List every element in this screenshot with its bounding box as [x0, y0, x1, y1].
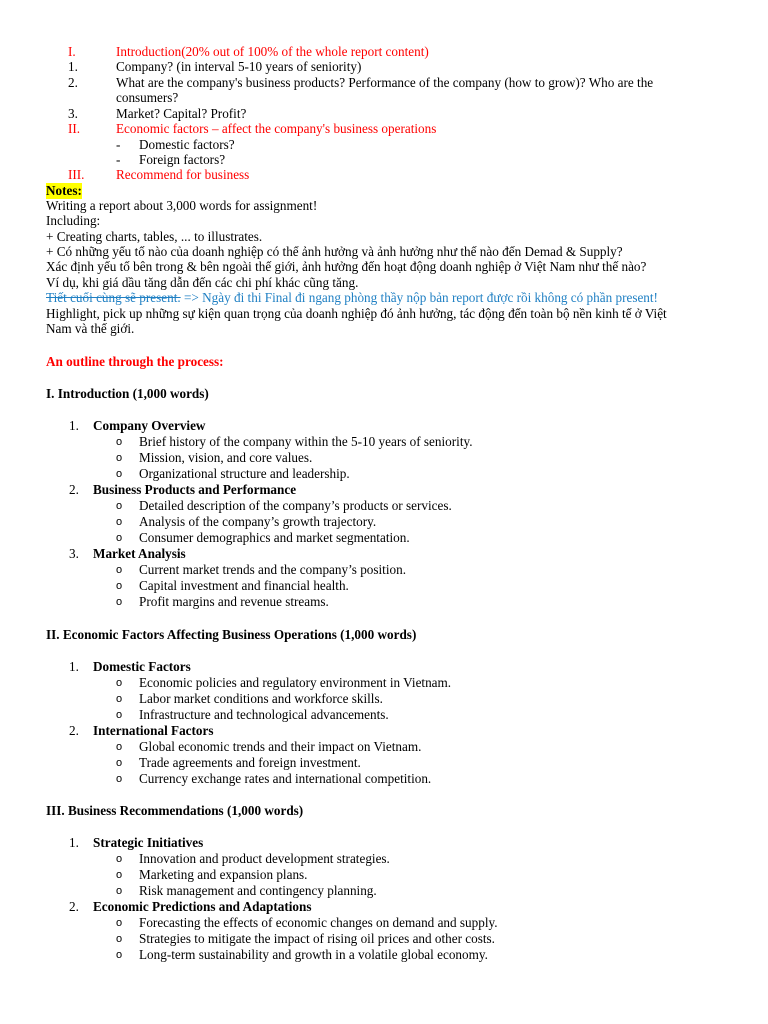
group-title: Business Products and Performance	[93, 482, 297, 497]
top-item-text: Recommend for business	[116, 167, 250, 182]
top-item-num: II.	[68, 121, 81, 136]
top-item-num: 3.	[68, 106, 78, 121]
top-item-num: I.	[68, 44, 76, 59]
top-item-text: Market? Capital? Profit?	[116, 106, 247, 121]
section-heading: I. Introduction (1,000 words)	[46, 386, 209, 401]
bullet-icon: o	[116, 709, 123, 721]
bullet-text: Global economic trends and their impact on Vietnam.	[139, 739, 422, 754]
outline-title: An outline through the process:	[46, 354, 224, 369]
bullet-icon: o	[116, 773, 123, 785]
blue-note: => Ngày đi thi Final đi ngang phòng thầy nộp bản report được rồi không có phần present!	[180, 290, 658, 305]
notes-line: Writing a report about 3,000 words for assignment!	[46, 198, 318, 213]
bullet-icon: o	[116, 949, 123, 961]
notes-line: + Có những yếu tố nào của doanh nghiệp có thể ảnh hưởng và ảnh hưởng như thế nào đến Demad & Supply?	[46, 244, 623, 259]
group-num: 2.	[69, 723, 79, 738]
group-title: Economic Predictions and Adaptations	[93, 899, 312, 914]
bullet-text: Brief history of the company within the 5-10 years of seniority.	[139, 434, 473, 449]
bullet-text: Innovation and product development strategies.	[139, 851, 390, 866]
section-heading: III. Business Recommendations (1,000 words)	[46, 803, 304, 818]
group-title: International Factors	[93, 723, 214, 738]
bullet-icon: o	[116, 596, 123, 608]
bullet-icon: o	[116, 452, 123, 464]
bullet-icon: o	[116, 933, 123, 945]
group-num: 3.	[69, 546, 79, 561]
bullet-text: Current market trends and the company’s position.	[139, 562, 406, 577]
top-item-text-cont: consumers?	[116, 90, 179, 105]
bullet-text: Mission, vision, and core values.	[139, 450, 313, 465]
bullet-text: Strategies to mitigate the impact of rising oil prices and other costs.	[139, 931, 495, 946]
bullet-icon: o	[116, 580, 123, 592]
bullet-text: Labor market conditions and workforce skills.	[139, 691, 383, 706]
group-title: Company Overview	[93, 418, 206, 433]
bullet-icon: o	[116, 436, 123, 448]
group-num: 1.	[69, 835, 79, 850]
bullet-icon: o	[116, 468, 123, 480]
top-item-dash: -	[116, 137, 121, 152]
bullet-icon: o	[116, 500, 123, 512]
bullet-icon: o	[116, 917, 123, 929]
bullet-text: Detailed description of the company’s products or services.	[139, 498, 452, 513]
notes-line: + Creating charts, tables, ... to illustrates.	[46, 229, 263, 244]
bullet-text: Long-term sustainability and growth in a volatile global economy.	[139, 947, 488, 962]
group-title: Strategic Initiatives	[93, 835, 204, 850]
bullet-text: Consumer demographics and market segmentation.	[139, 530, 410, 545]
notes-line: Including:	[46, 213, 101, 228]
bullet-icon: o	[116, 677, 123, 689]
bullet-text: Trade agreements and foreign investment.	[139, 755, 361, 770]
bullet-text: Organizational structure and leadership.	[139, 466, 350, 481]
notes-line: Xác định yếu tố bên trong & bên ngoài thế giới, ảnh hưởng đến hoạt động doanh nghiệp ở Việt Nam như thế nào?	[46, 259, 647, 274]
top-item-text: Domestic factors?	[139, 137, 235, 152]
bullet-icon: o	[116, 693, 123, 705]
bullet-text: Marketing and expansion plans.	[139, 867, 308, 882]
bullet-text: Currency exchange rates and international competition.	[139, 771, 432, 786]
notes-line: Ví dụ, khi giá dầu tăng dẫn đến các chi phí khác cũng tăng.	[46, 275, 359, 290]
top-item-text: Foreign factors?	[139, 152, 226, 167]
bullet-text: Analysis of the company’s growth trajectory.	[139, 514, 377, 529]
notes-highlight-line: Highlight, pick up những sự kiện quan trọng của doanh nghiệp đó ảnh hưởng, tác động đến toàn bộ nền kinh tế ở Việt	[46, 306, 667, 321]
bullet-icon: o	[116, 885, 123, 897]
bullet-icon: o	[116, 564, 123, 576]
notes-heading: Notes:	[46, 183, 82, 198]
section-heading: II. Economic Factors Affecting Business Operations (1,000 words)	[46, 627, 417, 642]
notes-highlight-line: Nam và thế giới.	[46, 321, 135, 336]
group-num: 2.	[69, 482, 79, 497]
bullet-icon: o	[116, 516, 123, 528]
top-item-num: III.	[68, 167, 85, 182]
bullet-text: Infrastructure and technological advancements.	[139, 707, 389, 722]
group-title: Market Analysis	[93, 546, 186, 561]
top-item-num: 1.	[68, 59, 78, 74]
group-title: Domestic Factors	[93, 659, 191, 674]
top-item-text: Introduction(20% out of 100% of the whole report content)	[116, 44, 429, 59]
group-num: 2.	[69, 899, 79, 914]
bullet-icon: o	[116, 853, 123, 865]
bullet-text: Forecasting the effects of economic changes on demand and supply.	[139, 915, 498, 930]
struck-text: Tiết cuối cùng sẽ present.	[46, 290, 181, 305]
top-item-dash: -	[116, 152, 121, 167]
top-item-text: Economic factors – affect the company's business operations	[116, 121, 437, 136]
bullet-text: Economic policies and regulatory environment in Vietnam.	[139, 675, 452, 690]
bullet-icon: o	[116, 741, 123, 753]
notes-present-line	[46, 290, 658, 306]
bullet-icon: o	[116, 757, 123, 769]
bullet-text: Risk management and contingency planning.	[139, 883, 377, 898]
bullet-icon: o	[116, 869, 123, 881]
group-num: 1.	[69, 418, 79, 433]
top-item-num: 2.	[68, 75, 78, 90]
group-num: 1.	[69, 659, 79, 674]
top-item-text: Company? (in interval 5-10 years of seniority)	[116, 59, 362, 74]
bullet-icon: o	[116, 532, 123, 544]
top-item-text: What are the company's business products? Performance of the company (how to grow)? Who are the	[116, 75, 654, 90]
bullet-text: Capital investment and financial health.	[139, 578, 349, 593]
bullet-text: Profit margins and revenue streams.	[139, 594, 329, 609]
